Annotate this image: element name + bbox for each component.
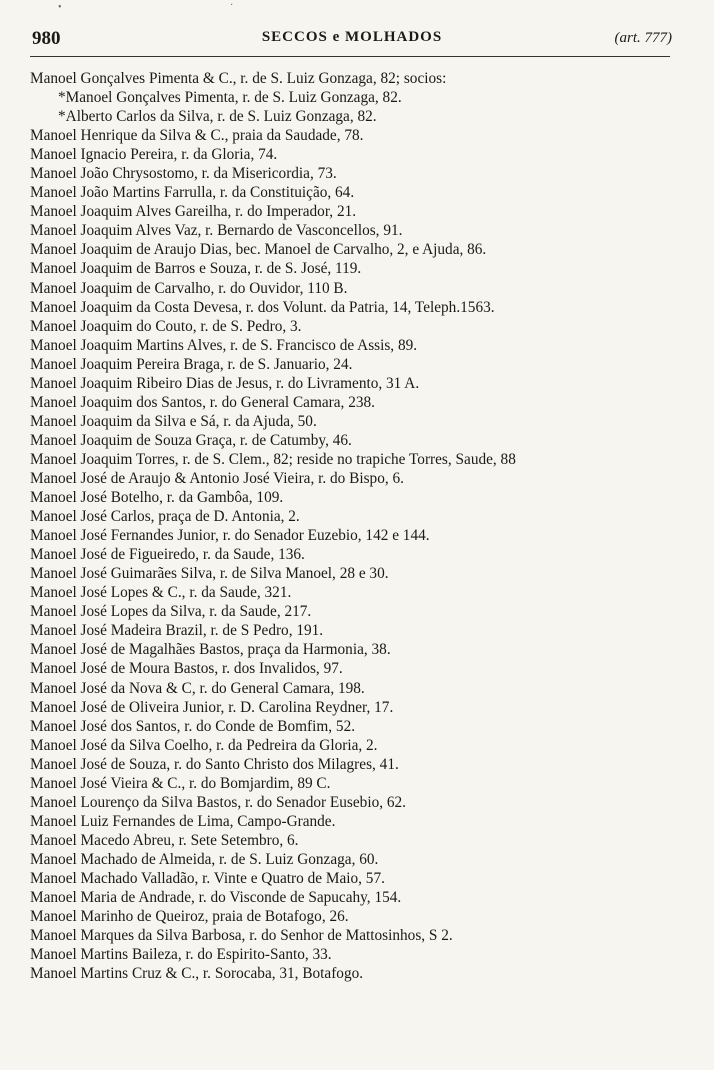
directory-entry: Manoel Joaquim da Silva e Sá, r. da Ajuda, 50. <box>30 412 317 430</box>
directory-entry: Manoel Joaquim Martins Alves, r. de S. Francisco de Assis, 89. <box>30 336 418 354</box>
directory-entry: Manoel Ignacio Pereira, r. da Gloria, 74. <box>30 146 278 164</box>
directory-entry: Manoel José de Figueiredo, r. da Saude, 136. <box>30 546 305 564</box>
directory-entry: Manoel Joaquim Ribeiro Dias de Jesus, r. do Livramento, 31 A. <box>30 374 420 392</box>
directory-entry: Manoel Joaquim dos Santos, r. do General Camara, 238. <box>30 393 375 411</box>
directory-entry: Manoel José de Moura Bastos, r. dos Invalidos, 97. <box>30 660 343 678</box>
directory-entry: Manoel Machado de Almeida, r. de S. Luiz Gonzaga, 60. <box>30 850 379 868</box>
directory-entry: Manoel Luiz Fernandes de Lima, Campo-Grande. <box>30 812 336 830</box>
directory-entry: Manoel Joaquim Alves Vaz, r. Bernardo de Vasconcellos, 91. <box>30 222 403 240</box>
directory-entry: Manoel José de Magalhães Bastos, praça da Harmonia, 38. <box>30 641 391 659</box>
directory-entry: Manoel Joaquim Torres, r. de S. Clem., 82; reside no trapiche Torres, Saude, 88 <box>30 450 516 468</box>
directory-entry: Manoel Gonçalves Pimenta & C., r. de S. Luiz Gonzaga, 82; socios: <box>30 70 447 87</box>
directory-entry: Manoel Joaquim do Couto, r. de S. Pedro, 3. <box>30 317 302 335</box>
directory-entry: Manoel Machado Valladão, r. Vinte e Quatro de Maio, 57. <box>30 869 385 887</box>
directory-entry: Manoel José de Oliveira Junior, r. D. Carolina Reydner, 17. <box>30 698 394 716</box>
directory-entry: Manoel João Chrysostomo, r. da Misericordia, 73. <box>30 165 337 183</box>
directory-entry: Manoel Martins Baileza, r. do Espirito-Santo, 33. <box>30 946 332 964</box>
directory-entry: Manoel Joaquim Pereira Braga, r. de S. Januario, 24. <box>30 355 353 373</box>
directory-entry: Manoel José da Silva Coelho, r. da Pedreira da Gloria, 2. <box>30 736 378 754</box>
print-speck: · <box>230 0 234 11</box>
directory-entry: Manoel Joaquim Alves Gareilha, r. do Imperador, 21. <box>30 203 357 221</box>
directory-entry: Manoel Joaquim de Souza Graça, r. de Catumby, 46. <box>30 431 352 449</box>
partner-entry: *Alberto Carlos da Silva, r. de S. Luiz Gonzaga, 82. <box>58 108 377 126</box>
directory-entry: Manoel José Botelho, r. da Gambôa, 109. <box>30 489 284 507</box>
directory-entry: Manoel Joaquim de Barros e Souza, r. de S. José, 119. <box>30 260 362 278</box>
directory-entry: Manoel João Martins Farrulla, r. da Constituição, 64. <box>30 184 355 202</box>
article-reference: (art. 777) <box>614 30 672 46</box>
directory-entry: Manoel José Vieira & C., r. do Bomjardim, 89 C. <box>30 774 331 792</box>
directory-entry: Manoel José Lopes da Silva, r. da Saude, 217. <box>30 603 312 621</box>
directory-entry: Manoel Joaquim da Costa Devesa, r. dos Volunt. da Patria, 14, Teleph.1563. <box>30 298 495 316</box>
directory-entry: Manoel José de Araujo & Antonio José Vieira, r. do Bispo, 6. <box>30 469 404 487</box>
directory-entry: Manoel Lourenço da Silva Bastos, r. do Senador Eusebio, 62. <box>30 793 406 811</box>
directory-entry: Manoel Henrique da Silva & C., praia da Saudade, 78. <box>30 127 364 145</box>
directory-entry: Manoel Martins Cruz & C., r. Sorocaba, 31, Botafogo. <box>30 965 364 983</box>
directory-entry: Manoel Macedo Abreu, r. Sete Setembro, 6. <box>30 831 299 849</box>
directory-entry: Manoel Marques da Silva Barbosa, r. do Senhor de Mattosinhos, S 2. <box>30 927 453 945</box>
page-number: 980 <box>32 28 61 49</box>
partner-entry: *Manoel Gonçalves Pimenta, r. de S. Luiz Gonzaga, 82. <box>58 89 402 107</box>
directory-entry: Manoel José de Souza, r. do Santo Christo dos Milagres, 41. <box>30 755 399 773</box>
directory-entry: Manoel Joaquim de Carvalho, r. do Ouvidor, 110 B. <box>30 279 348 297</box>
directory-entry: Manoel Joaquim de Araujo Dias, bec. Manoel de Carvalho, 2, e Ajuda, 86. <box>30 241 487 259</box>
directory-entry: Manoel José dos Santos, r. do Conde de Bomfim, 52. <box>30 717 356 735</box>
directory-entry: Manoel José Guimarães Silva, r. de Silva Manoel, 28 e 30. <box>30 565 389 583</box>
print-speck: • <box>58 2 62 13</box>
directory-entry: Manoel José Fernandes Junior, r. do Senador Euzebio, 142 e 144. <box>30 527 430 545</box>
directory-entry: Manoel Maria de Andrade, r. do Visconde de Sapucahy, 154. <box>30 889 402 907</box>
directory-entry: Manoel José Lopes & C., r. da Saude, 321. <box>30 584 292 602</box>
directory-entry: Manoel Marinho de Queiroz, praia de Botafogo, 26. <box>30 908 349 926</box>
page-header <box>32 26 672 52</box>
running-title: SECCOS e MOLHADOS <box>261 29 443 45</box>
header-rule <box>30 56 670 57</box>
directory-entries <box>30 69 700 983</box>
directory-entry: Manoel José Madeira Brazil, r. de S Pedro, 191. <box>30 622 324 640</box>
directory-entry: Manoel José Carlos, praça de D. Antonia, 2. <box>30 508 300 526</box>
directory-entry: Manoel José da Nova & C, r. do General Camara, 198. <box>30 679 365 697</box>
